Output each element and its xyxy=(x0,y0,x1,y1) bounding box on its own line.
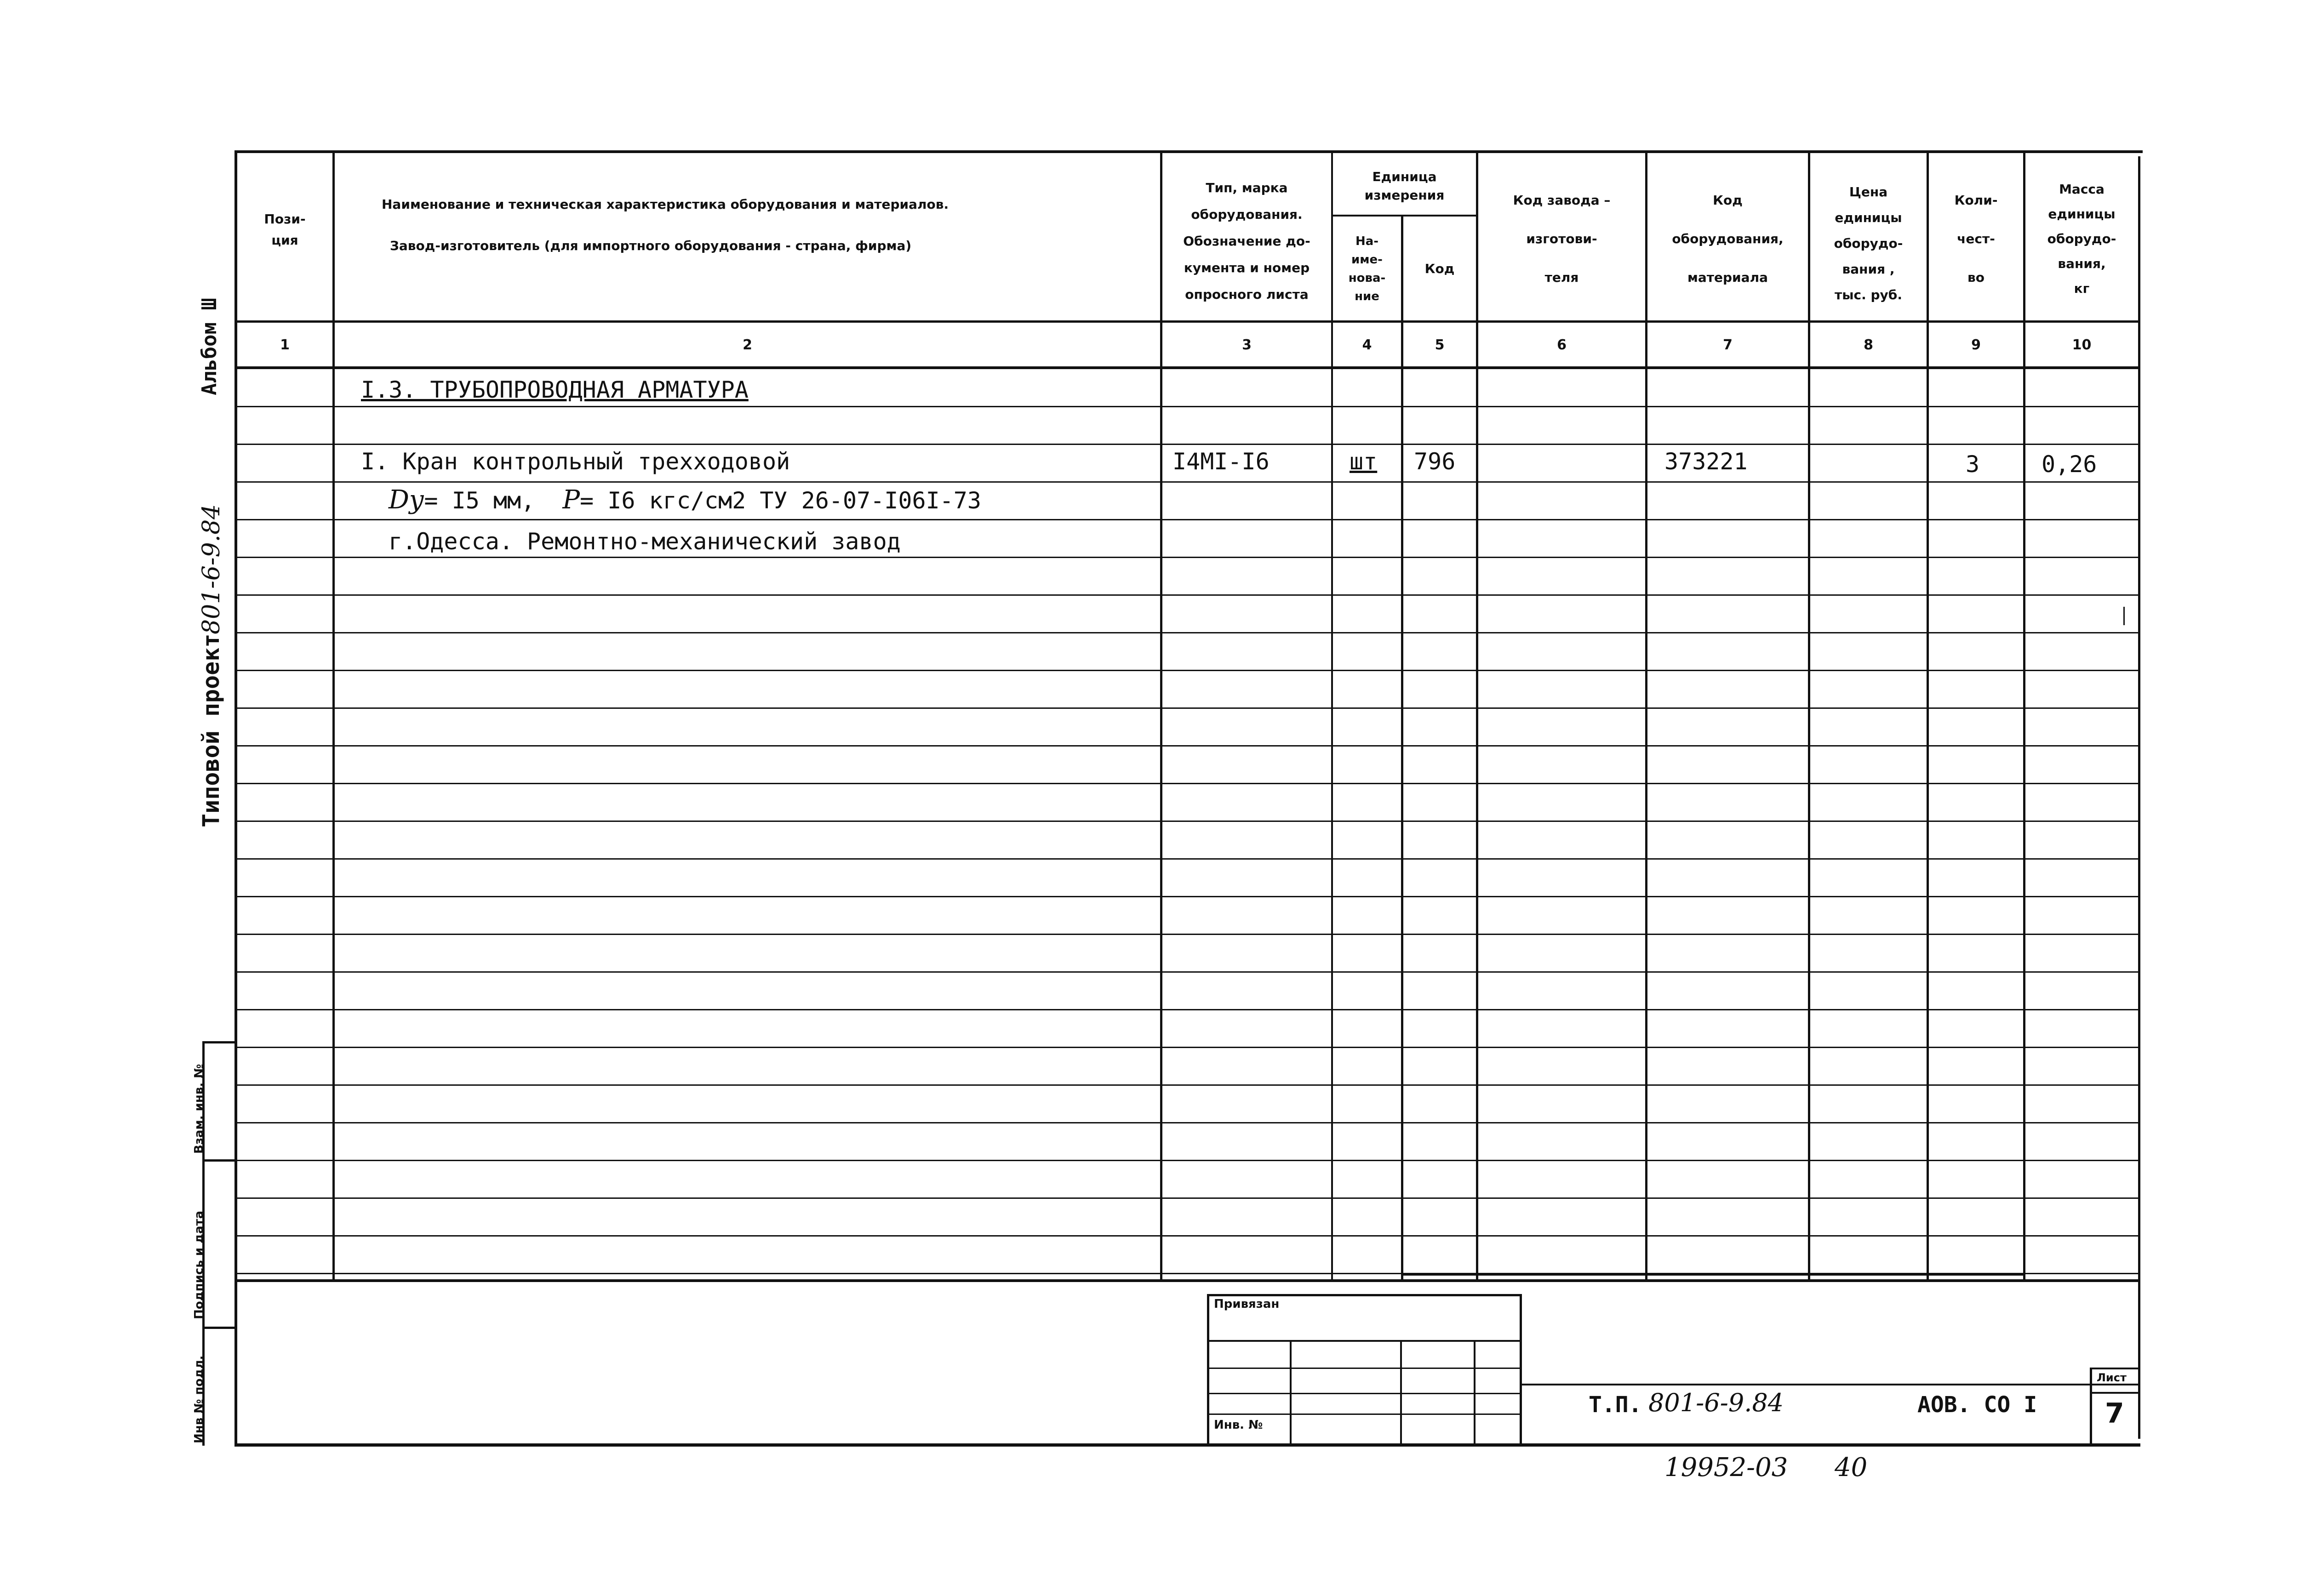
header-unit-code: Код xyxy=(1424,261,1455,276)
list-label: Лист xyxy=(2097,1371,2127,1384)
column-number: 10 xyxy=(2072,336,2092,353)
header-name-line1: Наименование и техническая характеристика оборудования и материалов. xyxy=(382,197,949,212)
vzam-label: Взам. инв. № xyxy=(192,1064,206,1154)
right-edge-mark xyxy=(2123,607,2125,625)
header-unit-group: Единица измерения xyxy=(1364,169,1445,203)
header-type: Тип, марка оборудования. Обозначение до- кумента и номер опросного листа xyxy=(1183,180,1310,302)
privyazan-label: Привязан xyxy=(1214,1297,1280,1311)
table-row-line xyxy=(234,594,2140,596)
table-row-line xyxy=(234,934,2140,935)
table-row-line xyxy=(234,858,2140,860)
column-number: 1 xyxy=(280,336,290,353)
column-number: 6 xyxy=(1557,336,1567,353)
item-unit: шт xyxy=(1350,448,1378,475)
column-number: 3 xyxy=(1242,336,1252,353)
album-label: Альбом Ш xyxy=(198,298,221,395)
table-row-line xyxy=(234,632,2140,633)
item-name: I. Кран контрольный трехходовой xyxy=(361,448,790,475)
table-row-line xyxy=(234,557,2140,558)
table-row-line xyxy=(234,821,2140,822)
dy-value: = I5 мм, xyxy=(424,487,535,514)
table-row-line xyxy=(234,1084,2140,1086)
table-row-line xyxy=(234,1160,2140,1161)
table-row-line xyxy=(234,670,2140,671)
table-row-line xyxy=(234,406,2140,407)
p-symbol: P xyxy=(562,485,580,515)
table-row-line xyxy=(234,481,2140,483)
table-row-line xyxy=(234,519,2140,520)
column-number: 9 xyxy=(1971,336,1981,353)
header-equipment-code: Код оборудования, материала xyxy=(1672,193,1784,285)
list-number: 7 xyxy=(2105,1397,2124,1430)
table-row-line xyxy=(234,1235,2140,1237)
item-quantity: 3 xyxy=(1966,451,1980,478)
column-number: 5 xyxy=(1435,336,1445,353)
inv-no-label: Инв. № xyxy=(1214,1418,1263,1432)
table-row-line xyxy=(234,1197,2140,1199)
table-row-line xyxy=(234,1009,2140,1010)
header-mass: Масса единицы оборудо- вания, кг xyxy=(2047,182,2116,296)
column-number: 4 xyxy=(1362,336,1372,353)
table-row-line xyxy=(234,1273,2140,1274)
table-row-line xyxy=(234,971,2140,973)
tp-prefix: Т.П. xyxy=(1589,1392,1642,1418)
item-manufacturer: г.Одесса. Ремонтно-механический завод xyxy=(389,528,901,555)
item-type: I4MI-I6 xyxy=(1172,448,1270,475)
dy-symbol: Dу xyxy=(389,485,424,515)
item-dy-line xyxy=(389,486,981,514)
table-row-line xyxy=(234,896,2140,897)
header-name-line2: Завод-изготовитель (для импортного оборудования - страна, фирма) xyxy=(390,238,912,253)
project-code-handwritten: 801-6-9.84 xyxy=(198,504,225,634)
project-label: Типовой проект xyxy=(198,633,224,827)
header-price: Цена единицы оборудо- вания , тыс. руб. xyxy=(1834,184,1903,302)
column-number: 7 xyxy=(1723,336,1733,353)
item-unit-code: 796 xyxy=(1414,448,1456,475)
table-row-line xyxy=(234,1047,2140,1048)
tp-code-handwritten: 801-6-9.84 xyxy=(1648,1388,1784,1417)
header-position: Пози- ция xyxy=(264,211,306,248)
header-manufacturer-code: Код завода – изготови- теля xyxy=(1513,193,1611,285)
column-number: 8 xyxy=(1864,336,1873,353)
table-row-line xyxy=(234,1122,2140,1123)
doc-code: АОВ. СО I xyxy=(1917,1392,2037,1418)
item-equipment-code: 373221 xyxy=(1664,448,1748,475)
p-value: = I6 кгс/см2 ТУ 26-07-I06I-73 xyxy=(580,487,981,514)
archive-number-handwritten: 19952-03 xyxy=(1664,1453,1788,1482)
podpis-label: Подпись и дата xyxy=(192,1210,206,1319)
section-title: I.3. ТРУБОПРОВОДНАЯ АРМАТУРА xyxy=(361,376,749,403)
header-quantity: Коли- чест- во xyxy=(1954,193,1998,285)
table-row-line xyxy=(234,707,2140,709)
column-number: 2 xyxy=(743,336,752,353)
header-unit-name: На- име- нова- ние xyxy=(1348,234,1386,303)
page-number-handwritten: 40 xyxy=(1835,1453,1868,1482)
inv-podl-label: Инв № подл. xyxy=(192,1355,206,1443)
table-row-line xyxy=(234,783,2140,784)
table-row-line xyxy=(234,444,2140,445)
table-row-line xyxy=(234,745,2140,747)
item-mass: 0,26 xyxy=(2042,451,2097,478)
